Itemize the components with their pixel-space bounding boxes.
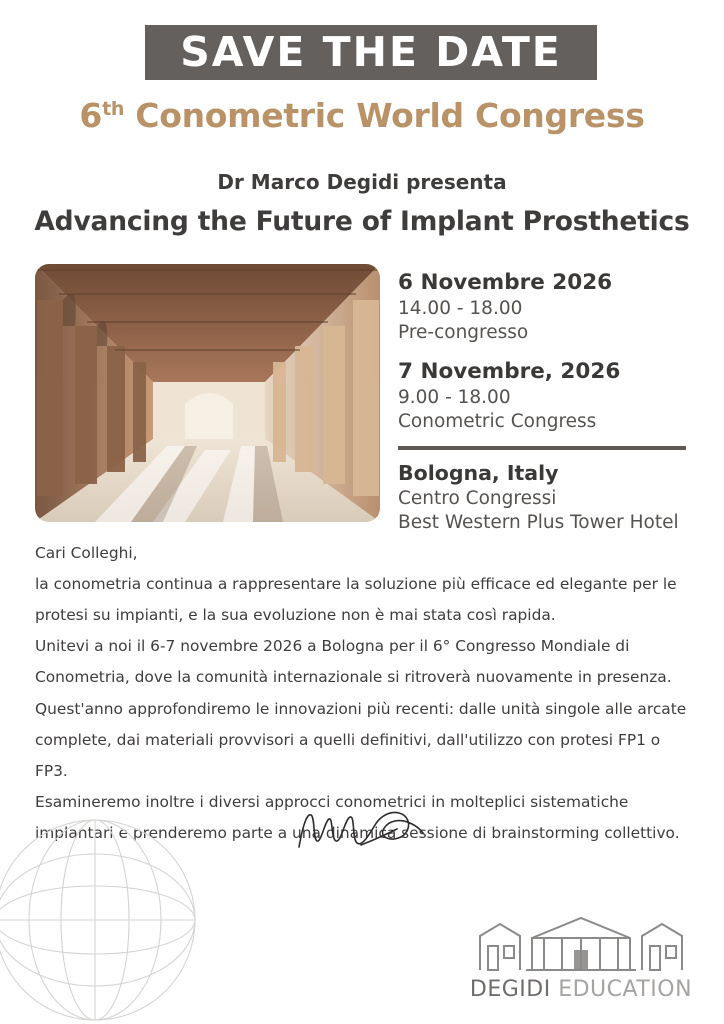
logo-brand-light: EDUCATION — [558, 977, 693, 1002]
event2-time: 9.00 - 18.00 — [398, 386, 511, 408]
letter-paragraph: Quest'anno approfondiremo le innovazioni più recenti: dalle unità singole alle arcate complete, dai materiali provvisori a quelli definitivi, dall'utilizzo con protesi FP1 o FP3. — [35, 699, 687, 780]
info-spacer — [398, 345, 693, 359]
event2-name: Conometric Congress — [398, 410, 597, 432]
letter-paragraph: la conometria continua a rappresentare la soluzione più efficace ed elegante per le protesi su impianti, e la sua evoluzione non è mai stata così rapida. — [35, 575, 677, 625]
event2-date: 7 Novembre, 2026 — [398, 358, 621, 384]
brand-logo — [466, 910, 696, 1002]
venue-line1: Centro Congressi — [398, 487, 557, 509]
event1-date: 6 Novembre 2026 — [398, 270, 613, 295]
save-the-date-banner — [145, 25, 597, 80]
venue-line2: Best Western Plus Tower Hotel — [398, 511, 679, 533]
signature — [295, 805, 435, 865]
letter-greeting: Cari Colleghi, — [35, 544, 138, 562]
logo-wordmark — [466, 977, 696, 1002]
info-divider — [398, 446, 686, 450]
title-main: Conometric World Congress — [135, 96, 645, 135]
letter-paragraph: Esamineremo inoltre i diversi approcci conometrici in molteplici sistematiche implantari e prenderemo parte a una dinamica sessione di brainstorming collettivo. — [35, 792, 680, 842]
lecture-subtitle: Advancing the Future of Implant Prosthetics — [34, 206, 690, 237]
classical-building-icon — [474, 910, 689, 975]
portico-photo — [35, 264, 380, 522]
event-info-panel — [398, 270, 693, 535]
event1-time: 14.00 - 18.00 — [398, 297, 523, 319]
banner-label: SAVE THE DATE — [180, 28, 562, 76]
title-ordinal-suffix: th — [102, 98, 125, 120]
portico-colonnade-icon — [35, 264, 380, 522]
event1-name: Pre-congresso — [398, 321, 529, 343]
presenter-line: Dr Marco Degidi presenta — [217, 170, 507, 194]
globe-icon — [0, 815, 200, 1024]
title-ordinal: 6 — [79, 96, 103, 135]
globe-decoration — [0, 815, 200, 1024]
logo-mark — [474, 910, 689, 975]
letter-body — [35, 538, 695, 849]
venue-city: Bologna, Italy — [398, 460, 559, 485]
logo-brand-bold: DEGIDI — [469, 977, 551, 1002]
signature-icon — [295, 805, 435, 865]
congress-title — [0, 96, 724, 135]
letter-paragraph: Unitevi a noi il 6-7 novembre 2026 a Bologna per il 6° Congresso Mondiale di Conometria, dove la comunità internazionale si ritroverà nuovamente in presenza. — [35, 637, 672, 687]
